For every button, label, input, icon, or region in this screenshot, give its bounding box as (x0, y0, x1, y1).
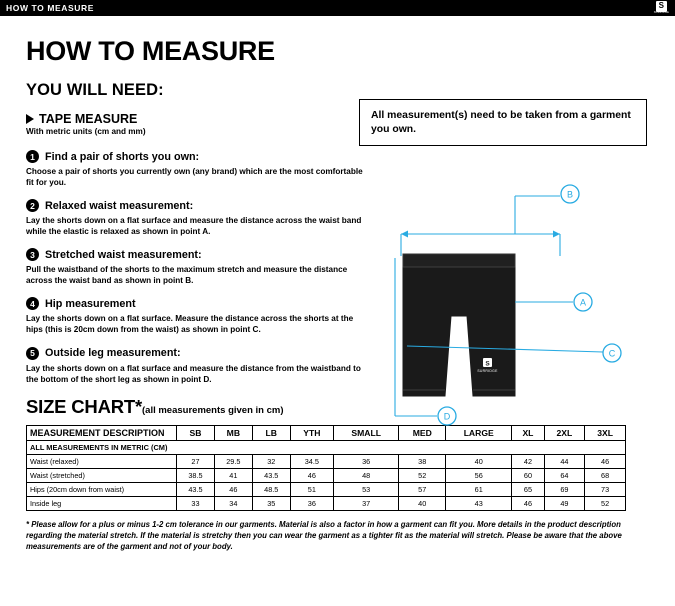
size-chart-title-text: SIZE CHART* (26, 395, 142, 417)
row-3-col-9: 52 (585, 496, 626, 510)
measurement-callout (359, 99, 647, 146)
step-4-title: Hip measurement (45, 297, 136, 310)
step-1-number: 1 (26, 150, 39, 163)
row-3-col-3: 36 (290, 496, 333, 510)
step-1-body: Choose a pair of shorts you currently own (any brand) which are the most comfortable fit for you. (26, 167, 363, 188)
step-1-head (26, 150, 376, 163)
marker-c-label: C (608, 348, 616, 359)
row-3-col-4: 37 (333, 496, 398, 510)
row-1-col-9: 68 (585, 468, 626, 482)
size-chart-title-note: (all measurements given in cm) (142, 404, 284, 416)
svg-text:SURRIDGE: SURRIDGE (477, 369, 498, 373)
col-header-sb: SB (177, 425, 215, 440)
step-5-number: 5 (26, 347, 39, 360)
row-2-col-3: 51 (290, 482, 333, 496)
step-1-title: Find a pair of shorts you own: (45, 150, 200, 163)
col-header-xl: XL (512, 425, 544, 440)
row-2-col-7: 65 (512, 482, 544, 496)
row-1-col-2: 43.5 (252, 468, 290, 482)
row-0-col-5: 38 (399, 454, 446, 468)
step-2 (26, 199, 376, 237)
row-1-col-4: 48 (333, 468, 398, 482)
triangle-bullet-icon (26, 114, 34, 124)
page-content (0, 16, 675, 553)
row-3-col-1: 34 (214, 496, 252, 510)
brand-logo (654, 1, 669, 15)
row-1-col-1: 41 (214, 468, 252, 482)
step-3 (26, 248, 376, 286)
col-header-med: MED (399, 425, 446, 440)
row-3-col-2: 35 (252, 496, 290, 510)
col-header-large: LARGE (446, 425, 512, 440)
top-bar-title: HOW TO MEASURE (6, 3, 95, 13)
brand-logo-mark: S (656, 1, 667, 12)
row-2-col-2: 48.5 (252, 482, 290, 496)
row-0-col-2: 32 (252, 454, 290, 468)
step-4-number: 4 (26, 297, 39, 310)
table-row (27, 468, 626, 482)
brand-logo-wordmark: SURRIDGE (653, 11, 669, 15)
row-2-col-0: 43.5 (177, 482, 215, 496)
you-will-need-heading: YOU WILL NEED: (26, 81, 164, 99)
row-0-desc: Waist (relaxed) (27, 454, 177, 468)
marker-b-label: B (566, 189, 574, 200)
row-1-desc: Waist (stretched) (27, 468, 177, 482)
shorts-graphic (403, 254, 515, 396)
row-1-col-8: 64 (544, 468, 585, 482)
svg-text:S: S (485, 360, 490, 368)
row-0-col-8: 44 (544, 454, 585, 468)
col-header-lb: LB (252, 425, 290, 440)
step-3-head (26, 248, 376, 261)
marker-a-label: A (579, 297, 587, 308)
col-header-small: SMALL (333, 425, 398, 440)
row-1-col-0: 38.5 (177, 468, 215, 482)
measurement-callout-text: All measurement(s) need to be taken from a garment you own. (371, 110, 631, 135)
tape-measure-subtext: With metric units (cm and mm) (26, 127, 146, 136)
col-header-mb: MB (214, 425, 252, 440)
step-2-head (26, 199, 376, 212)
row-0-col-9: 46 (585, 454, 626, 468)
row-1-col-3: 46 (290, 468, 333, 482)
row-1-col-6: 56 (446, 468, 512, 482)
step-3-title: Stretched waist measurement: (45, 248, 202, 261)
table-row (27, 496, 626, 510)
size-chart-footnote: * Please allow for a plus or minus 1-2 cm tolerance in our garments. Material is also a factor in how a garment can fit you. More details in the product description regarding the material stretch. If the material is stretchy then you can wear the garment as a tighter fit as the material will stretch. Please be aware that the above measurements are of the garment and not of your body. (26, 519, 622, 552)
row-2-col-9: 73 (585, 482, 626, 496)
row-3-col-0: 33 (177, 496, 215, 510)
step-2-body: Lay the shorts down on a flat surface and measure the distance across the waist band while the elastic is relaxed as shown in point A. (26, 216, 362, 237)
tape-measure-label: TAPE MEASURE (39, 112, 138, 126)
row-3-desc: Inside leg (27, 496, 177, 510)
step-3-body: Pull the waistband of the shorts to the maximum stretch and measure the distance across the waist band as shown in point B. (26, 265, 348, 286)
step-1 (26, 150, 376, 188)
step-2-title: Relaxed waist measurement: (45, 199, 194, 212)
marker-d-label: D (443, 411, 451, 422)
step-5-title: Outside leg measurement: (45, 347, 181, 359)
step-4-head (26, 297, 376, 310)
row-2-desc: Hips (20cm down from waist) (27, 482, 177, 496)
row-2-col-8: 69 (544, 482, 585, 496)
row-3-col-5: 40 (399, 496, 446, 510)
row-0-col-7: 42 (512, 454, 544, 468)
row-2-col-6: 61 (446, 482, 512, 496)
row-2-col-4: 53 (333, 482, 398, 496)
row-0-col-6: 40 (446, 454, 512, 468)
row-1-col-7: 60 (512, 468, 544, 482)
row-0-col-0: 27 (177, 454, 215, 468)
row-3-col-7: 46 (512, 496, 544, 510)
table-row (27, 482, 626, 496)
row-3-col-8: 49 (544, 496, 585, 510)
shorts-diagram-svg (355, 166, 655, 466)
shorts-illustration (355, 166, 655, 466)
row-0-col-3: 34.5 (290, 454, 333, 468)
col-header-3xl: 3XL (585, 425, 626, 440)
page-title: HOW TO MEASURE (26, 36, 275, 66)
row-0-col-1: 29.5 (214, 454, 252, 468)
row-3-col-6: 43 (446, 496, 512, 510)
step-5-body: Lay the shorts down on a flat surface and measure the distance from the waistband to the bottom of the short leg as shown in point D. (26, 363, 361, 384)
step-5 (26, 347, 376, 385)
col-header-2xl: 2XL (544, 425, 585, 440)
col-header-yth: YTH (290, 425, 333, 440)
metric-note-cell: ALL MEASUREMENTS IN METRIC (CM) (27, 440, 626, 454)
step-2-number: 2 (26, 199, 39, 212)
row-0-col-4: 36 (333, 454, 398, 468)
row-2-col-1: 46 (214, 482, 252, 496)
row-2-col-5: 57 (399, 482, 446, 496)
top-bar (0, 0, 675, 16)
step-3-number: 3 (26, 248, 39, 261)
step-4 (26, 297, 376, 335)
row-1-col-5: 52 (399, 468, 446, 482)
step-5-head (26, 347, 376, 360)
step-4-body: Lay the shorts down on a flat surface. Measure the distance across the shorts at the hips (this is 20cm down from the waist) as shown in point C. (26, 314, 354, 335)
col-header-description: MEASUREMENT DESCRIPTION (27, 425, 177, 440)
